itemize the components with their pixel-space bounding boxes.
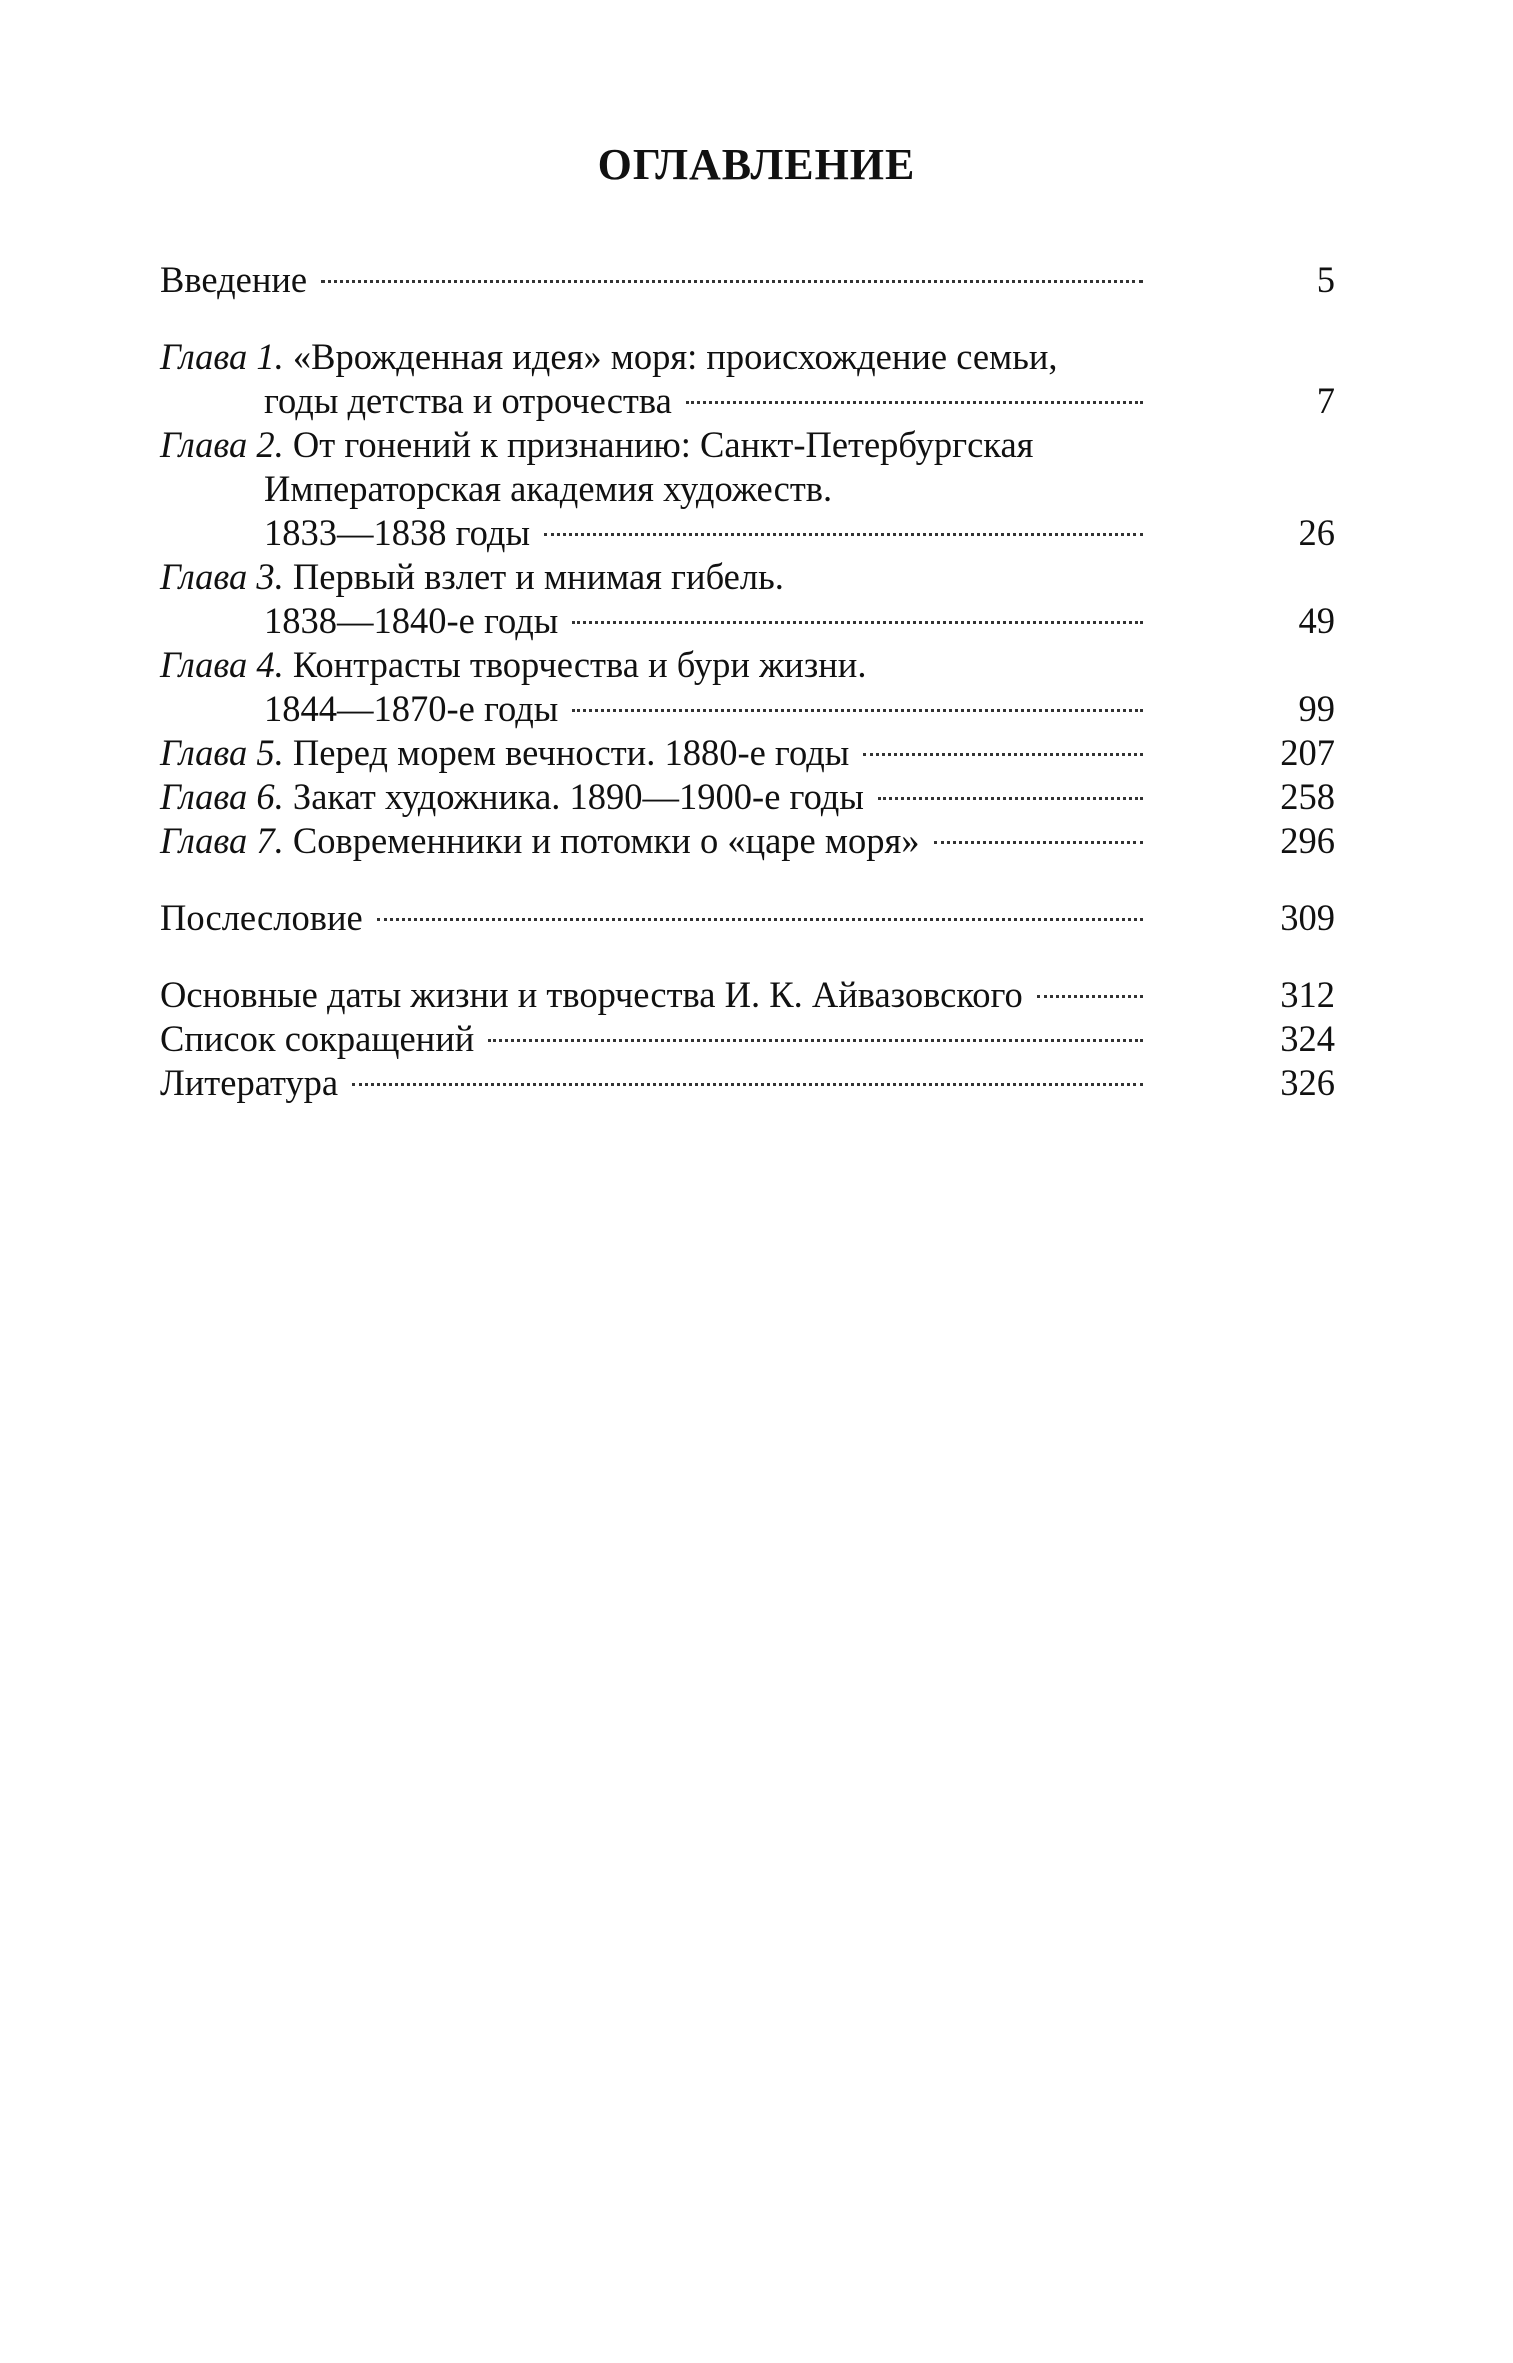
chapter-label: Глава 4. xyxy=(160,644,284,685)
toc-line xyxy=(160,775,1335,819)
chapter-label: Глава 5. xyxy=(160,732,284,773)
toc-entry[interactable] xyxy=(160,1017,1335,1061)
chapter-label: Глава 2. xyxy=(160,424,284,465)
page-number: 26 xyxy=(1298,512,1335,553)
toc-line xyxy=(160,1017,1335,1061)
entry-title: Императорская академия художеств. xyxy=(264,468,833,509)
entry-title: 1833—1838 годы xyxy=(264,512,530,553)
chapter-label: Глава 7. xyxy=(160,820,284,861)
entry-title: Послесловие xyxy=(160,897,363,938)
page-number: 99 xyxy=(1298,688,1335,729)
entry-title: 1838—1840-е годы xyxy=(264,600,559,641)
toc-line xyxy=(160,511,1335,555)
toc-line xyxy=(160,731,1335,775)
entry-title: Литература xyxy=(160,1062,339,1103)
toc-entry[interactable] xyxy=(160,1061,1335,1105)
entry-title: Перед морем вечности. 1880-е годы xyxy=(292,732,850,773)
chapter-label: Глава 3. xyxy=(160,556,284,597)
entry-title: годы детства и отрочества xyxy=(264,380,672,421)
toc-line xyxy=(160,379,1335,423)
dot-leader xyxy=(572,621,1143,624)
toc-line xyxy=(160,819,1335,863)
page-number: 309 xyxy=(1280,897,1335,938)
entry-title: Список сокращений xyxy=(160,1018,475,1059)
table-of-contents xyxy=(160,258,1335,1105)
page-number: 207 xyxy=(1280,732,1335,773)
toc-line xyxy=(160,258,1335,302)
entry-title: Введение xyxy=(160,259,308,300)
toc-entry[interactable] xyxy=(160,819,1335,863)
toc-line xyxy=(160,599,1335,643)
page-number: 324 xyxy=(1280,1018,1335,1059)
entry-title: «Врожденная идея» моря: происхождение семьи, xyxy=(292,336,1058,377)
dot-leader xyxy=(863,753,1143,756)
toc-entry[interactable] xyxy=(160,258,1335,302)
dot-leader xyxy=(488,1039,1143,1042)
toc-entry[interactable] xyxy=(160,731,1335,775)
dot-leader xyxy=(686,401,1143,404)
entry-title: Первый взлет и мнимая гибель. xyxy=(292,556,784,597)
toc-line xyxy=(160,335,1335,379)
entry-title: Закат художника. 1890—1900-е годы xyxy=(292,776,864,817)
toc-entry[interactable] xyxy=(160,423,1335,555)
page-number: 49 xyxy=(1298,600,1335,641)
entry-title: Контрасты творчества и бури жизни. xyxy=(292,644,867,685)
page-number: 296 xyxy=(1280,820,1335,861)
dot-leader xyxy=(544,533,1143,536)
toc-line xyxy=(160,1061,1335,1105)
toc-entry[interactable] xyxy=(160,335,1335,423)
toc-entry[interactable] xyxy=(160,643,1335,731)
entry-title: От гонений к признанию: Санкт-Петербургская xyxy=(292,424,1034,465)
toc-line xyxy=(160,687,1335,731)
toc-line xyxy=(160,643,1335,687)
toc-entry[interactable] xyxy=(160,775,1335,819)
page-number: 258 xyxy=(1280,776,1335,817)
dot-leader xyxy=(377,918,1143,921)
entry-title: Основные даты жизни и творчества И. К. Айвазовского xyxy=(160,974,1023,1015)
page-number: 326 xyxy=(1280,1062,1335,1103)
page-number: 7 xyxy=(1316,380,1335,421)
dot-leader xyxy=(934,841,1143,844)
toc-line xyxy=(160,973,1335,1017)
toc-entry[interactable] xyxy=(160,973,1335,1017)
page-number: 5 xyxy=(1316,259,1335,300)
toc-line xyxy=(160,467,1335,511)
dot-leader xyxy=(878,797,1143,800)
entry-title: Современники и потомки о «царе моря» xyxy=(292,820,920,861)
chapter-label: Глава 6. xyxy=(160,776,284,817)
toc-line xyxy=(160,896,1335,940)
page-title: ОГЛАВЛЕНИЕ xyxy=(597,140,916,189)
dot-leader xyxy=(352,1083,1143,1086)
toc-entry[interactable] xyxy=(160,555,1335,643)
dot-leader xyxy=(572,709,1143,712)
toc-line xyxy=(160,555,1335,599)
dot-leader xyxy=(1037,995,1143,998)
chapter-label: Глава 1. xyxy=(160,336,284,377)
toc-line xyxy=(160,423,1335,467)
page-number: 312 xyxy=(1280,974,1335,1015)
toc-entry[interactable] xyxy=(160,896,1335,940)
dot-leader xyxy=(321,280,1143,283)
entry-title: 1844—1870-е годы xyxy=(264,688,559,729)
